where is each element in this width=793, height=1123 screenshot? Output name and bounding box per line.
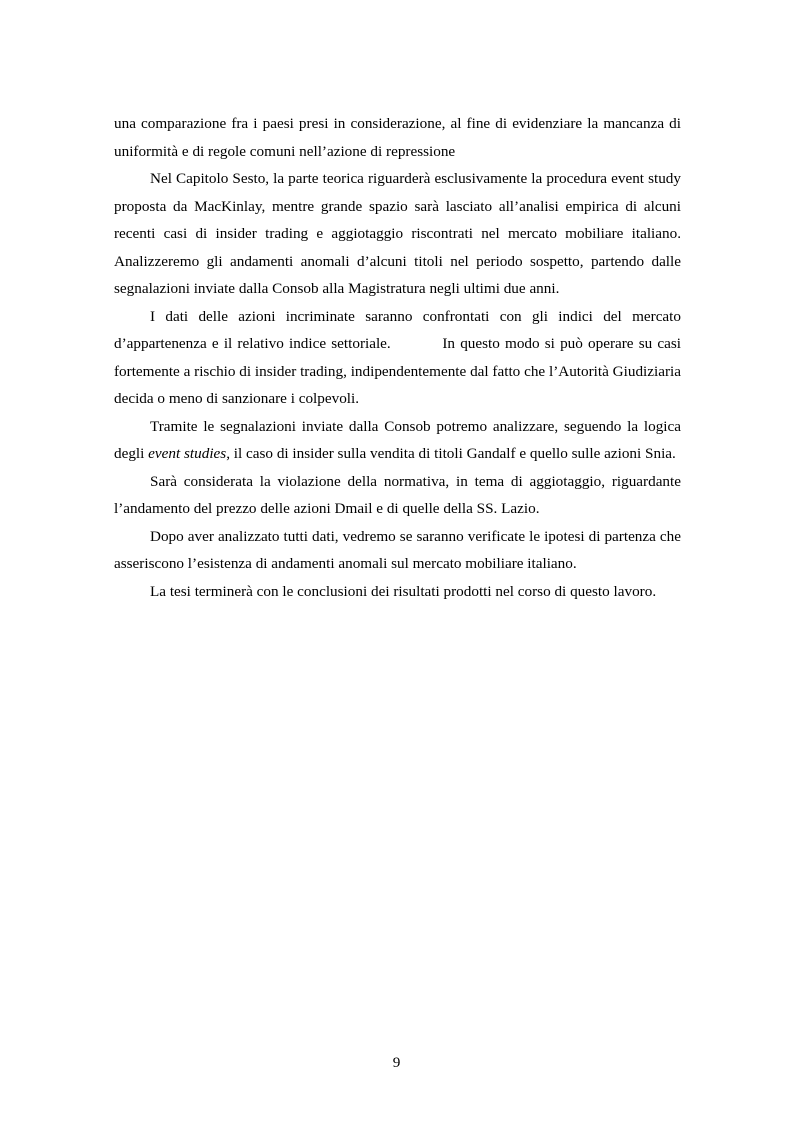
body-text bbox=[114, 110, 685, 605]
paragraph-4 bbox=[114, 413, 681, 468]
page-number: 9 bbox=[392, 1054, 401, 1071]
paragraph-7-text: La tesi terminerà con le conclusioni dei risultati prodotti nel corso di questo lavoro. bbox=[150, 582, 657, 600]
paragraph-4-italic-term: event studies bbox=[148, 445, 227, 462]
paragraph-6-text: Dopo aver analizzato tutti dati, vedremo se saranno verificate le ipotesi di partenza che asseriscono l’esistenza di andamenti anomali sul mercato mobiliare italiano. bbox=[114, 527, 681, 572]
paragraph-7 bbox=[114, 578, 681, 606]
paragraph-1 bbox=[114, 110, 681, 165]
paragraph-3 bbox=[114, 303, 685, 413]
paragraph-5-text: Sarà considerata la violazione della normativa, in tema di aggiotaggio, riguardante l’andamento del prezzo delle azioni Dmail e di quelle della SS. Lazio. bbox=[114, 472, 681, 517]
paragraph-2-text: Nel Capitolo Sesto, la parte teorica riguarderà esclusivamente la procedura event study proposta da MacKinlay, mentre grande spazio sarà lasciato all’analisi empirica di alcuni recenti casi di insider trading e aggiotaggio riscontrati nel mercato mobiliare italiano. Analizzeremo gli andamenti anomali d’alcuni titoli nel periodo sospetto, partendo dalle segnalazioni inviate dalla Consob alla Magistratura negli ultimi due anni. bbox=[114, 170, 681, 297]
paragraph-1-text: una comparazione fra i paesi presi in considerazione, al fine di evidenziare la mancanza di uniformità e di regole comuni nell’azione di repressione bbox=[114, 115, 681, 160]
paragraph-3-text: I dati delle azioni incriminate saranno confrontati con gli indici del mercato d’appartenenza e il relativo indice settoriale. In questo modo si può operare su casi fortemente a rischio di insider trading, indipendentemente dal fatto che l’Autorità Giudiziaria decida o meno di sanzionare i colpevoli. bbox=[114, 307, 685, 407]
paragraph-6 bbox=[114, 523, 681, 578]
paragraph-2 bbox=[114, 165, 681, 303]
paragraph-4-text-b: , il caso di insider sulla vendita di titoli Gandalf e quello sulle azioni Snia. bbox=[226, 445, 676, 462]
paragraph-4-text-a: Tramite le segnalazioni inviate dalla Consob potremo analizzare, seguendo la logica degli bbox=[114, 417, 681, 462]
paragraph-5 bbox=[114, 468, 681, 523]
